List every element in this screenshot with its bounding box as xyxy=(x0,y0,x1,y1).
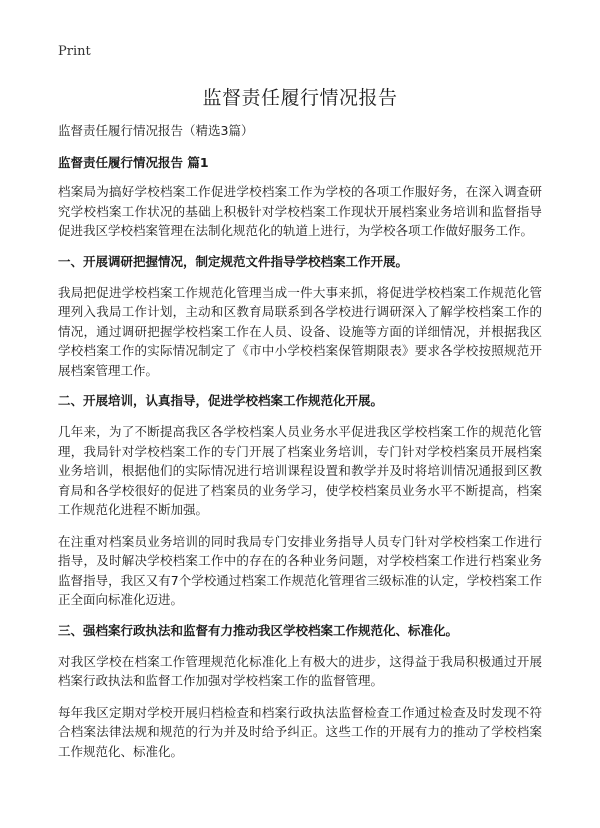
document-title: 监督责任履行情况报告 xyxy=(202,87,398,109)
section-heading: 一、开展调研把握情况，制定规范文件指导学校档案工作开展。 xyxy=(58,253,409,269)
section-paragraph: 在注重对档案员业务培训的同时我局专门安排业务指导人员专门针对学校档案工作进行指导，及时解决学校档案工作中的存在的各种业务问题，对学校档案工作进行档案业务监督指导，我区又有7个学校通过档案工作规范化管理省三级标准的认定，学校档案工作正全面向标准化迈进。 xyxy=(58,533,542,607)
section-paragraph: 几年来，为了不断提高我区各学校档案人员业务水平促进我区学校档案工作的规范化管理，我局针对学校档案工作的专门开展了档案业务培训，专门针对学校档案员开展档案业务培训，根据他们的实际情况进行培训课程设置和教学并及时将培训情况通报到区教育局和各学校很好的促进了档案员的业务学习，使学校档案员业务水平不断提高，档案工作规范化进程不断加强。 xyxy=(58,424,542,517)
section-1 xyxy=(58,253,542,381)
section-heading: 二、开展培训，认真指导，促进学校档案工作规范化开展。 xyxy=(58,393,384,408)
print-link[interactable]: Print xyxy=(58,44,91,59)
part-heading: 监督责任履行情况报告 篇1 xyxy=(58,155,209,170)
section-3 xyxy=(58,622,542,762)
document-subtitle: 监督责任履行情况报告（精选3篇） xyxy=(58,123,254,138)
section-paragraph: 对我区学校在档案工作管理规范化标准化上有极大的进步，这得益于我局积极通过开展档案行政执法和监督工作加强对学校档案工作的监督管理。 xyxy=(58,653,542,688)
section-paragraph: 每年我区定期对学校开展归档检查和档案行政执法监督检查工作通过检查及时发现不符合档案法律法规和规范的行为并及时给予纠正。这些工作的开展有力的推动了学校档案工作规范化、标准化。 xyxy=(58,704,542,759)
section-paragraph: 我局把促进学校档案工作规范化管理当成一件大事来抓，将促进学校档案工作规范化管理列入我局工作计划，主动和区教育局联系到各学校进行调研深入了解学校档案工作的情况，通过调研把握学校档案工作在人员、设备、设施等方面的详细情况，并根据我区学校档案工作的实际情况制定了《市中小学校档案保管期限表》要求各学校按照规范开展档案管理工作。 xyxy=(58,284,542,378)
intro-paragraph: 档案局为搞好学校档案工作促进学校档案工作为学校的各项工作服好务，在深入调查研究学校档案工作状况的基础上积极针对学校档案工作现状开展档案业务培训和监督指导促进我区学校档案管理在法制化规范化的轨道上进行，为学校各项工作做好服务工作。 xyxy=(58,184,542,238)
section-2 xyxy=(58,392,542,610)
section-heading: 三、强档案行政执法和监督有力推动我区学校档案工作规范化、标准化。 xyxy=(58,622,459,638)
